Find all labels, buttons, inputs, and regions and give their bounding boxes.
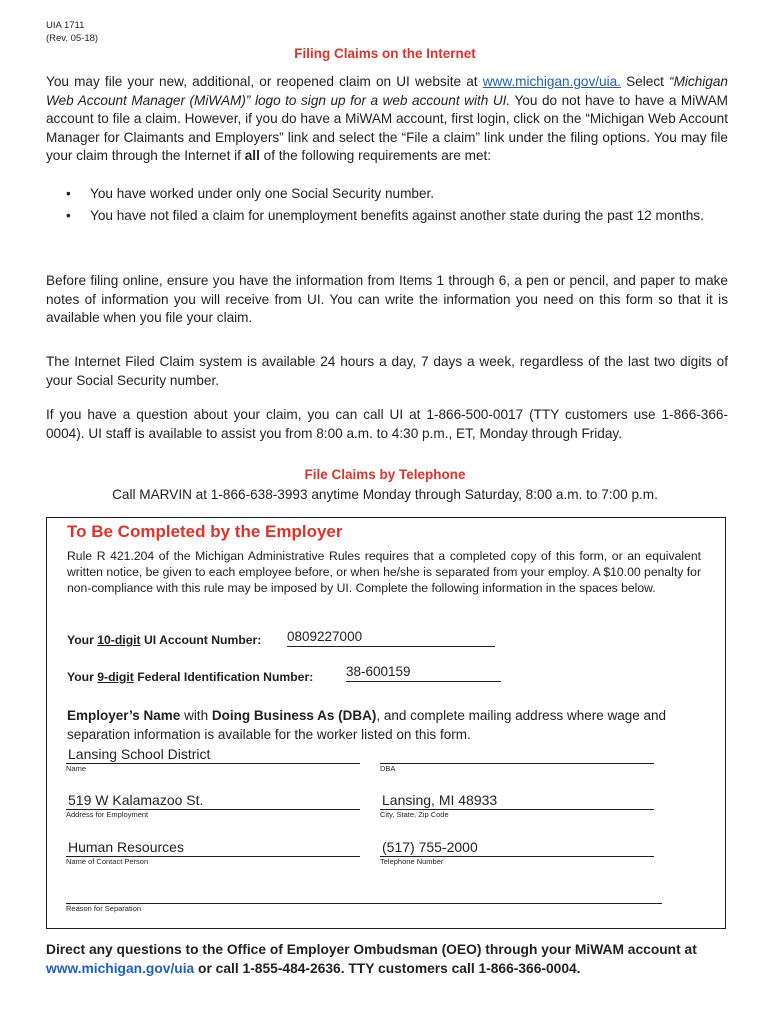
footer-uia-link[interactable]: www.michigan.gov/uia bbox=[46, 961, 195, 976]
bullet-icon: • bbox=[66, 186, 71, 201]
employer-name-field[interactable]: Lansing School District bbox=[66, 745, 360, 764]
reason-field-group bbox=[66, 885, 662, 913]
miwam-instruction: “Michigan Web Account Manager (MiWAM)” logo to sign up for a web account with UI. bbox=[46, 74, 728, 108]
requirements-list bbox=[66, 185, 728, 225]
footer-text-2: or call 1-855-484-2636. TTY customers call 1-866-366-0004. bbox=[194, 961, 581, 976]
all-emphasis: all bbox=[244, 148, 260, 164]
text: , and complete mailing address where wage and separation information is available for the worker listed on this form. bbox=[67, 708, 667, 742]
list-item-text: You have worked under only one Social Security number. bbox=[90, 186, 435, 201]
intro-text-2: Select bbox=[620, 74, 670, 89]
telephone-caption: Telephone Number bbox=[380, 857, 444, 866]
address-field[interactable]: 519 W Kalamazoo St. bbox=[66, 791, 360, 810]
employer-name-bold: Employer’s Name bbox=[67, 708, 181, 723]
form-header bbox=[46, 19, 98, 45]
marvin-phone-text: Call MARVIN at 1-866-638-3993 anytime Monday through Saturday, 8:00 a.m. to 7:00 p.m. bbox=[112, 487, 658, 502]
fein-field[interactable] bbox=[346, 664, 501, 682]
city-state-zip-field[interactable]: Lansing, MI 48933 bbox=[380, 791, 654, 810]
label-underlined: 9-digit bbox=[97, 670, 134, 684]
section-title-internet: Filing Claims on the Internet bbox=[294, 46, 476, 61]
intro-text-3: You do not have to have a MiWAM account to file a claim. However, if you do have a MiWAM account, first login, click on the “Michigan Web Account Manager for Claimants and Employers” link and select the “File a claim” link under the filing options. You may file your claim through the Internet if bbox=[46, 92, 728, 164]
phone-field-group bbox=[380, 838, 654, 866]
label-text: Your bbox=[67, 670, 98, 684]
list-item-text: You have not filed a claim for unemployment benefits against another state during the past 12 months. bbox=[90, 207, 704, 223]
dba-bold: Doing Business As (DBA) bbox=[211, 708, 377, 723]
label-underlined: 10-digit bbox=[97, 633, 141, 647]
contact-person-caption: Name of Contact Person bbox=[66, 857, 149, 866]
fein-row bbox=[67, 664, 507, 686]
city-state-zip-caption: City, State, Zip Code bbox=[380, 810, 449, 819]
dba-caption: DBA bbox=[380, 764, 396, 773]
list-item bbox=[66, 185, 728, 204]
dba-field[interactable] bbox=[380, 745, 654, 764]
reason-for-separation-field[interactable] bbox=[66, 885, 662, 904]
ui-account-number-row bbox=[67, 631, 507, 649]
contact-person-field[interactable]: Human Resources bbox=[66, 838, 360, 857]
intro-paragraph bbox=[46, 73, 728, 166]
questions-paragraph: If you have a question about your claim, you can call UI at 1-866-500-0017 (TTY customers use 1-866-366-0004). UI staff is available to assist you from 8:00 a.m. to 4:30 p.m., ET, Monday through Friday. bbox=[46, 407, 728, 441]
fein-value: 38-600159 bbox=[346, 664, 411, 679]
list-item bbox=[66, 207, 728, 226]
fein-label bbox=[67, 670, 313, 684]
contact-field-group bbox=[66, 838, 360, 866]
employer-name-instructions bbox=[67, 707, 707, 744]
footer-contact bbox=[46, 940, 736, 978]
intro-text-4: of the following requirements are met: bbox=[259, 148, 492, 164]
label-text: Your bbox=[67, 633, 98, 647]
address-caption: Address for Employment bbox=[66, 810, 149, 819]
section-title-telephone: File Claims by Telephone bbox=[304, 467, 466, 482]
rule-text: Rule R 421.204 of the Michigan Administrative Rules requires that a completed copy of this form, or an equivalent written notice, be given to each employee before, or when he/she is separated from your employ. A $10.00 penalty for non-compliance with this rule may be imposed by UI. Complete the following information in the spaces below. bbox=[67, 549, 701, 595]
form-id: UIA 1711 bbox=[46, 20, 85, 31]
uia-website-link[interactable]: www.michigan.gov/uia. bbox=[482, 74, 621, 89]
telephone-field[interactable]: (517) 755-2000 bbox=[380, 838, 654, 857]
label-text: Federal Identification Number: bbox=[133, 670, 314, 684]
ui-account-number-label bbox=[67, 633, 261, 647]
city-field-group bbox=[380, 791, 654, 819]
label-text: UI Account Number: bbox=[140, 633, 262, 647]
dba-field-group bbox=[380, 745, 654, 773]
employer-section-title: To Be Completed by the Employer bbox=[67, 522, 343, 541]
before-filing-paragraph: Before filing online, ensure you have the information from Items 1 through 6, a pen or pencil, and paper to make notes of information you will receive from UI. You can write the information you need on this form so that it is available when you file your claim. bbox=[46, 273, 728, 326]
address-field-group bbox=[66, 791, 360, 819]
employer-name-caption: Name bbox=[66, 764, 87, 773]
ui-account-number-field[interactable] bbox=[287, 629, 495, 647]
form-revision: (Rev. 05-18) bbox=[46, 33, 99, 44]
text: with bbox=[180, 708, 212, 723]
availability-paragraph: The Internet Filed Claim system is available 24 hours a day, 7 days a week, regardless of the last two digits of your Social Security number. bbox=[46, 354, 728, 388]
bullet-icon: • bbox=[66, 207, 71, 223]
intro-text: You may file your new, additional, or reopened claim on UI website at bbox=[46, 74, 483, 89]
reason-for-separation-caption: Reason for Separation bbox=[66, 904, 142, 913]
ui-account-number-value: 0809227000 bbox=[287, 629, 363, 644]
name-field-group bbox=[66, 745, 360, 773]
footer-text: Direct any questions to the Office of Employer Ombudsman (OEO) through your MiWAM account at bbox=[46, 942, 697, 957]
